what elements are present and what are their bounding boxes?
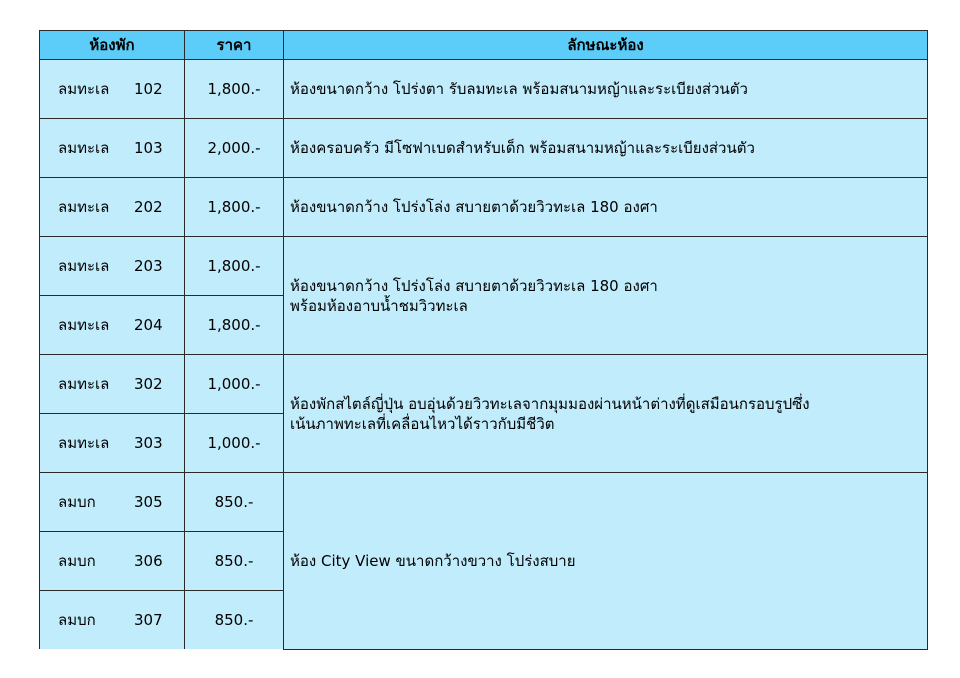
room-type: ลมทะเล xyxy=(58,139,110,157)
room-number: 307 xyxy=(134,611,163,629)
room-number: 204 xyxy=(134,316,163,334)
room-type: ลมทะเล xyxy=(58,434,110,452)
description-cell xyxy=(284,355,928,473)
description-line: ห้อง City View ขนาดกว้างขวาง โปร่งสบาย xyxy=(290,551,576,570)
room-number: 302 xyxy=(134,375,163,393)
table-row xyxy=(40,178,928,237)
room-number: 203 xyxy=(134,257,163,275)
description-line: ห้องขนาดกว้าง โปร่งตา รับลมทะเล พร้อมสนามหญ้าและระเบียงส่วนตัว xyxy=(290,80,748,98)
description-line: ห้องขนาดกว้าง โปร่งโล่ง สบายตาด้วยวิวทะเล 180 องศา xyxy=(290,276,658,295)
room-type: ลมบก xyxy=(58,552,96,570)
room-cell xyxy=(40,178,185,237)
table-row xyxy=(40,60,928,119)
table-row xyxy=(40,473,928,532)
header-description: ลักษณะห้อง xyxy=(284,31,928,60)
description-cell xyxy=(284,473,928,650)
room-type: ลมบก xyxy=(58,611,96,629)
description-cell xyxy=(284,178,928,237)
price-cell: 850.- xyxy=(185,473,284,532)
room-cell xyxy=(40,237,185,296)
price-cell: 1,800.- xyxy=(185,237,284,296)
room-cell xyxy=(40,414,185,473)
room-number: 306 xyxy=(134,552,163,570)
room-cell xyxy=(40,296,185,355)
room-number: 103 xyxy=(134,139,163,157)
price-cell: 1,800.- xyxy=(185,178,284,237)
room-number: 102 xyxy=(134,80,163,98)
room-type: ลมทะเล xyxy=(58,316,110,334)
header-room: ห้องพัก xyxy=(40,31,185,60)
room-number: 303 xyxy=(134,434,163,452)
table-row xyxy=(40,119,928,178)
price-cell: 1,800.- xyxy=(185,60,284,119)
room-cell xyxy=(40,355,185,414)
description-cell xyxy=(284,119,928,178)
room-type: ลมทะเล xyxy=(58,257,110,275)
description-line: ห้องขนาดกว้าง โปร่งโล่ง สบายตาด้วยวิวทะเล 180 องศา xyxy=(290,198,658,216)
room-type: ลมทะเล xyxy=(58,198,110,216)
room-price-table xyxy=(39,30,928,650)
room-number: 305 xyxy=(134,493,163,511)
room-type: ลมทะเล xyxy=(58,80,110,98)
room-cell xyxy=(40,60,185,119)
price-cell: 1,800.- xyxy=(185,296,284,355)
price-cell: 1,000.- xyxy=(185,355,284,414)
description-line: ห้องพักสไตล์ญี่ปุ่น อบอุ่นด้วยวิวทะเลจากมุมมองผ่านหน้าต่างที่ดูเสมือนกรอบรูปซึ่ง xyxy=(290,394,810,413)
description-line: พร้อมห้องอาบน้ำชมวิวทะเล xyxy=(290,296,468,315)
description-line: ห้องครอบครัว มีโซฟาเบดสำหรับเด็ก พร้อมสนามหญ้าและระเบียงส่วนตัว xyxy=(290,139,755,157)
description-cell xyxy=(284,237,928,355)
price-cell: 850.- xyxy=(185,591,284,650)
price-cell: 850.- xyxy=(185,532,284,591)
price-cell: 2,000.- xyxy=(185,119,284,178)
header-price: ราคา xyxy=(185,31,284,60)
table-row xyxy=(40,355,928,414)
room-type: ลมทะเล xyxy=(58,375,110,393)
description-line: เน้นภาพทะเลที่เคลื่อนไหวได้ราวกับมีชีวิต xyxy=(290,414,555,433)
room-cell xyxy=(40,591,185,650)
room-cell xyxy=(40,532,185,591)
room-cell xyxy=(40,119,185,178)
room-cell xyxy=(40,473,185,532)
description-cell xyxy=(284,60,928,119)
room-number: 202 xyxy=(134,198,163,216)
table-row xyxy=(40,237,928,296)
room-type: ลมบก xyxy=(58,493,96,511)
header-row xyxy=(40,31,928,60)
price-cell: 1,000.- xyxy=(185,414,284,473)
